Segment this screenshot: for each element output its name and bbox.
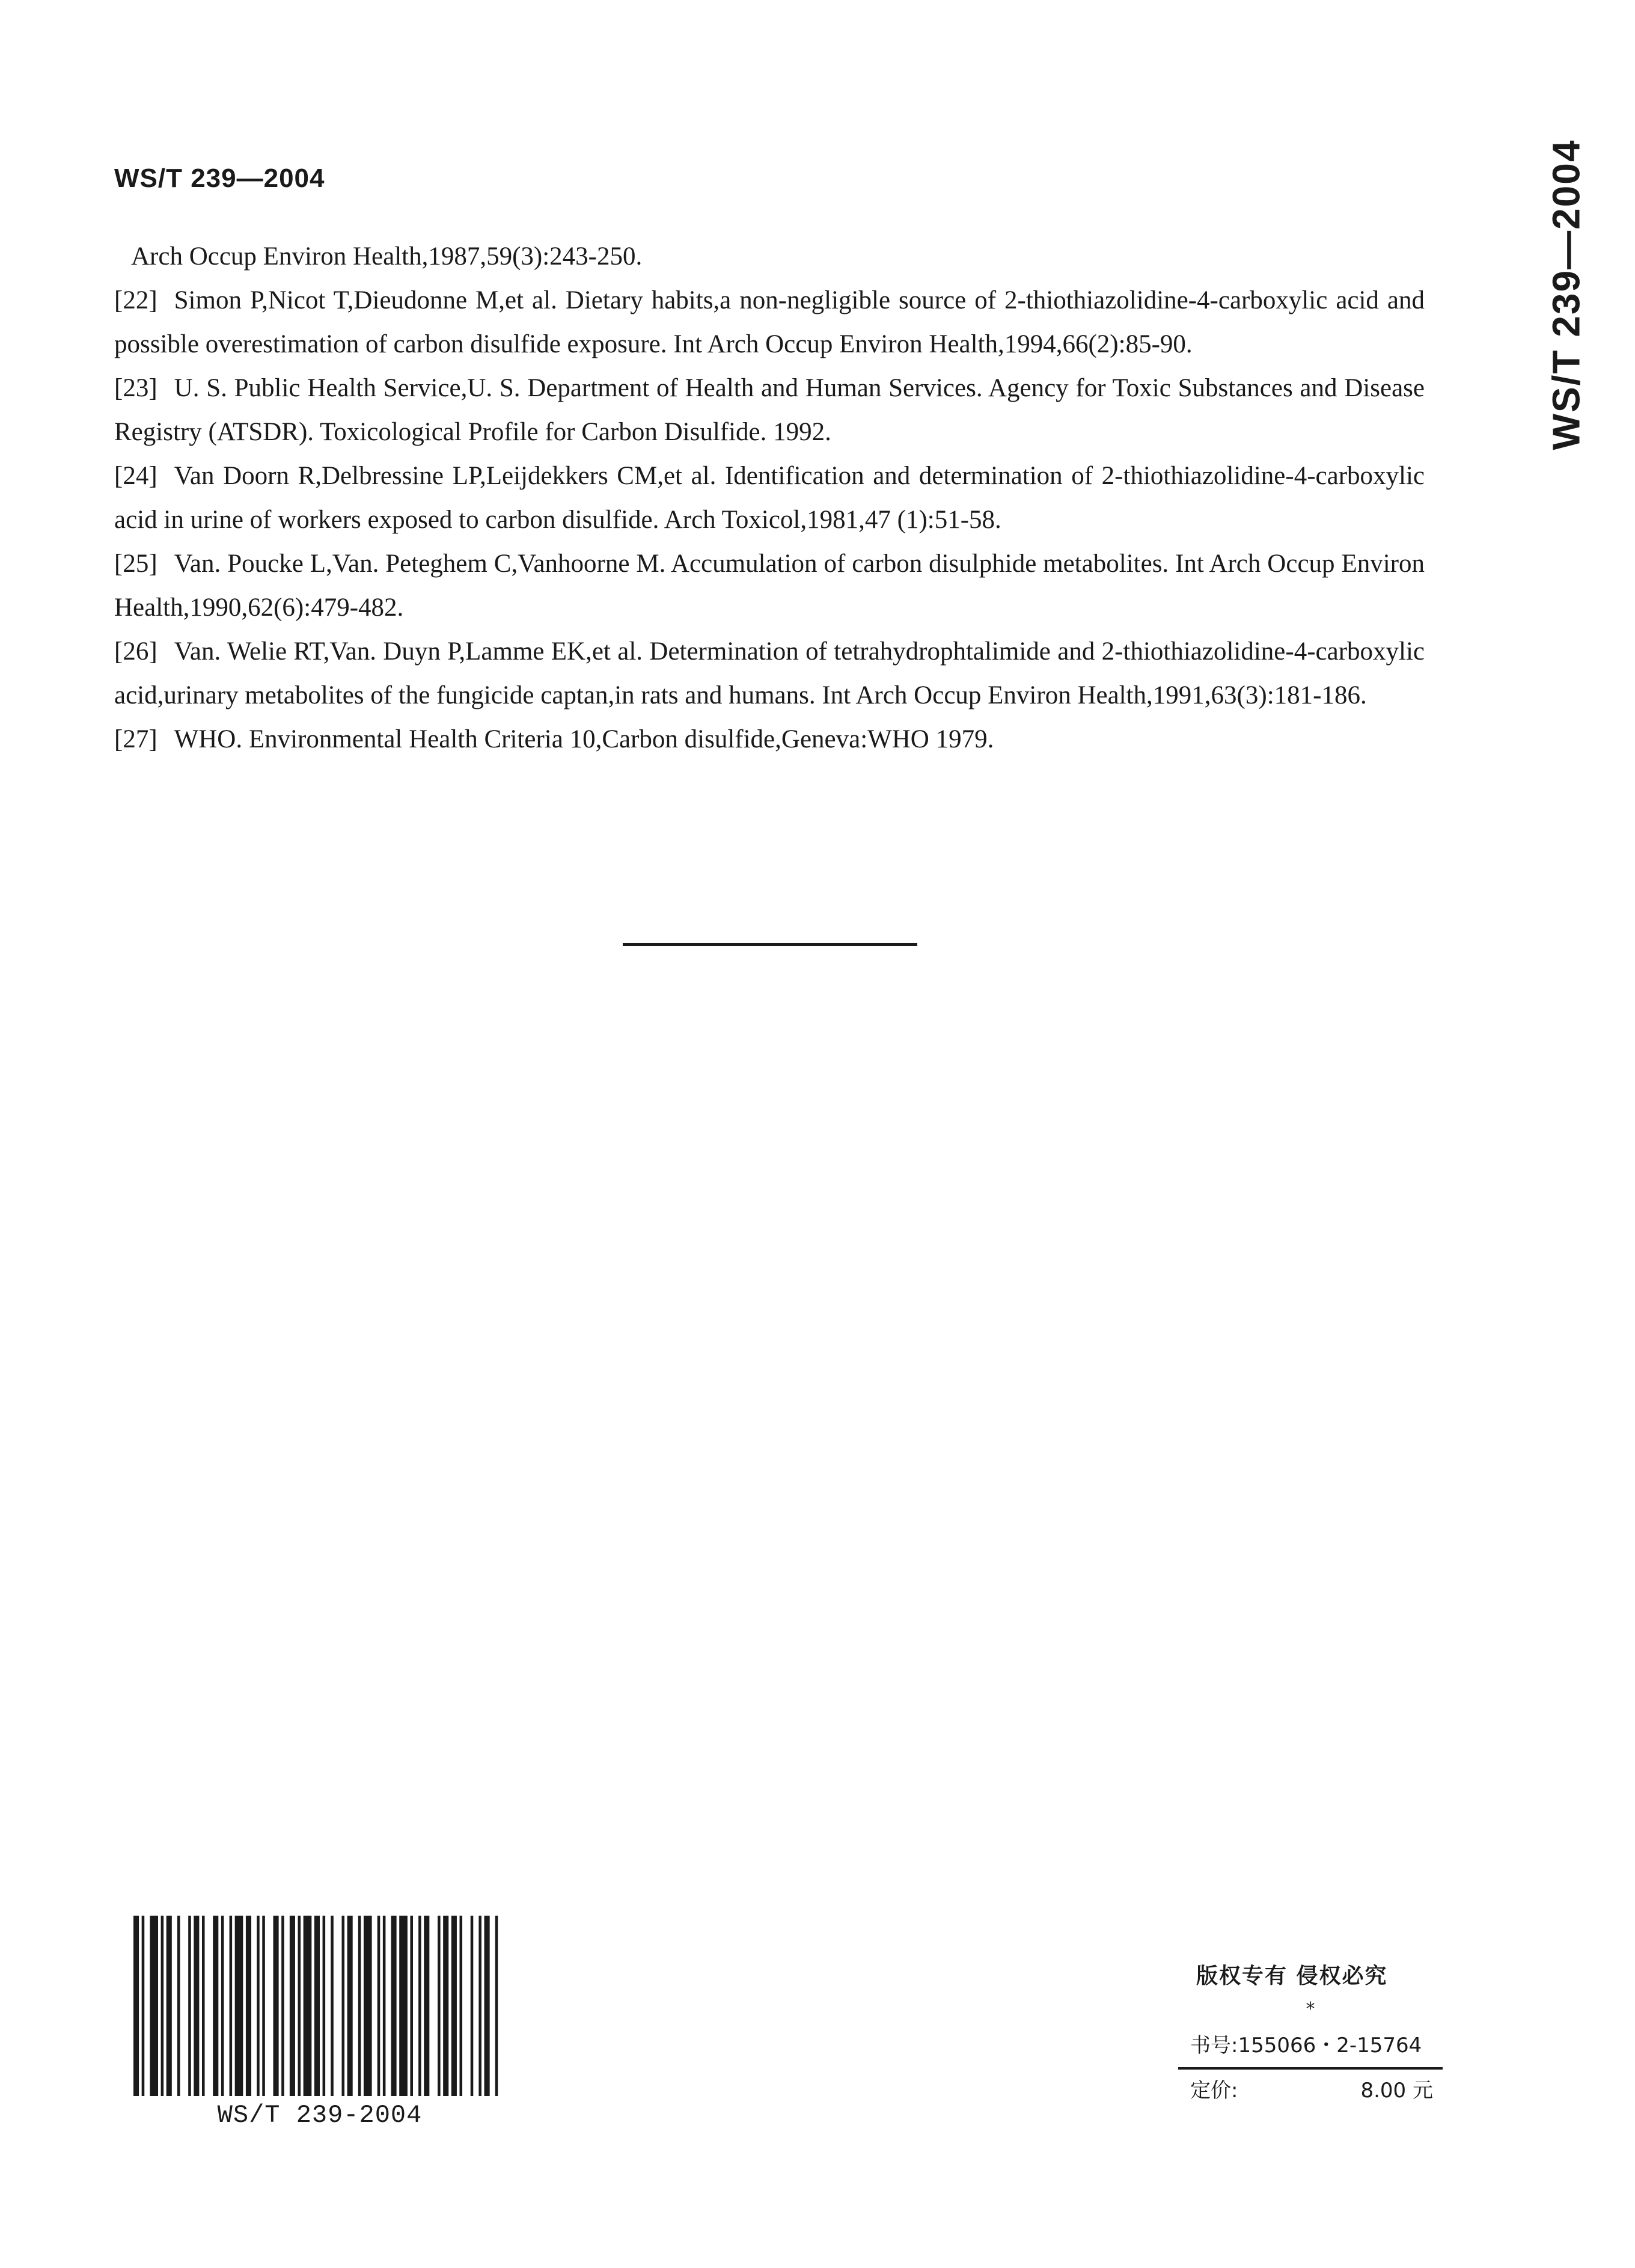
end-rule-divider <box>623 943 917 946</box>
reference-item <box>114 278 1425 366</box>
barcode-bar <box>418 1916 421 2096</box>
barcode-bar <box>246 1916 251 2096</box>
barcode-bar <box>347 1916 353 2096</box>
barcode-bar <box>194 1916 199 2096</box>
barcode-bar <box>281 1916 284 2096</box>
reference-text: Van Doorn R,Delbressine LP,Leijdekkers CM,et al. Identification and determination of 2-thiothiazolidine-4-carboxylic acid in urine of workers exposed to carbon disulfide. Arch Toxicol,1981,47 (1):51-58. <box>114 462 1425 534</box>
barcode-bar <box>424 1916 429 2096</box>
reference-number: [23] <box>114 374 157 402</box>
barcode-bar <box>383 1916 386 2096</box>
barcode-bar <box>167 1916 172 2096</box>
reference-item <box>114 366 1425 454</box>
reference-number: [24] <box>114 462 157 490</box>
reference-list <box>114 234 1425 761</box>
reference-item <box>114 234 1425 278</box>
barcode-bar <box>274 1916 279 2096</box>
side-standard-code <box>1533 139 1599 450</box>
barcode-bar <box>399 1916 408 2096</box>
price-label: 定价: <box>1190 2079 1238 2103</box>
reference-text: Van. Welie RT,Van. Duyn P,Lamme EK,et al. Determination of tetrahydrophtalimide and 2-thiothiazolidine-4-carboxylic acid,urinary metabolites of the fungicide captan,in rats and humans. Int Arch Occup Environ Health,1991,63(3):181-186. <box>114 637 1425 710</box>
barcode-bar <box>304 1916 312 2096</box>
barcode-bar <box>314 1916 320 2096</box>
star-mark: * <box>1306 1999 1315 2020</box>
barcode-bar <box>471 1916 474 2096</box>
barcode-bar <box>438 1916 441 2096</box>
barcode-bar <box>150 1916 158 2096</box>
barcode-bar <box>391 1916 397 2096</box>
barcode-bar <box>323 1916 326 2096</box>
barcode-bar <box>202 1916 205 2096</box>
barcode-bar <box>177 1916 180 2096</box>
barcode-bar <box>257 1916 260 2096</box>
barcode-bar <box>443 1916 448 2096</box>
barcode-bar <box>341 1916 344 2096</box>
barcode-bar <box>364 1916 372 2096</box>
copyright-notice: 版权专有 侵权必究 <box>1196 1964 1388 1988</box>
reference-item <box>114 717 1425 761</box>
barcode-bar <box>410 1916 413 2096</box>
barcode-bar <box>358 1916 361 2096</box>
side-standard-code-text: WS/T 239—2004 <box>1544 139 1588 450</box>
barcode-bar <box>451 1916 457 2096</box>
header-standard-code: WS/T 239—2004 <box>114 164 325 193</box>
barcode-bar <box>484 1916 490 2096</box>
barcode-bar <box>230 1916 233 2096</box>
barcode-bar <box>235 1916 243 2096</box>
barcode-graphic <box>133 1916 506 2096</box>
barcode-bar <box>213 1916 218 2096</box>
reference-item <box>114 542 1425 630</box>
barcode-bar <box>495 1916 498 2096</box>
barcode-bar <box>221 1916 224 2096</box>
reference-text: U. S. Public Health Service,U. S. Department of Health and Human Services. Agency for Toxic Substances and Disease Registry (ATSDR). Toxicological Profile for Carbon Disulfide. 1992. <box>114 374 1425 446</box>
reference-item <box>114 630 1425 717</box>
barcode-bar <box>133 1916 139 2096</box>
barcode-bar <box>290 1916 295 2096</box>
barcode-bar <box>188 1916 191 2096</box>
reference-number: [26] <box>114 637 157 666</box>
reference-number: [22] <box>114 286 157 314</box>
barcode-bar <box>331 1916 334 2096</box>
price-value: 8.00 元 <box>1360 2079 1433 2103</box>
barcode-bar <box>460 1916 463 2096</box>
barcode-bar <box>298 1916 301 2096</box>
barcode-bar <box>478 1916 481 2096</box>
colophon <box>1178 1961 1443 2112</box>
barcode-caption: WS/T 239-2004 <box>217 2101 423 2130</box>
reference-item <box>114 454 1425 542</box>
barcode-bar <box>161 1916 164 2096</box>
price-row <box>1178 2070 1443 2112</box>
barcode <box>133 1916 506 2130</box>
barcode-bar <box>142 1916 145 2096</box>
reference-number: [27] <box>114 725 157 753</box>
barcode-bar <box>262 1916 265 2096</box>
barcode-bar <box>377 1916 380 2096</box>
reference-text: Arch Occup Environ Health,1987,59(3):243-250. <box>131 242 643 271</box>
book-number: 书号:155066・2-15764 <box>1178 2027 1443 2070</box>
reference-number: [25] <box>114 550 157 578</box>
reference-text: WHO. Environmental Health Criteria 10,Carbon disulfide,Geneva:WHO 1979. <box>174 725 994 753</box>
reference-text: Van. Poucke L,Van. Peteghem C,Vanhoorne M. Accumulation of carbon disulphide metabolites. Int Arch Occup Environ Health,1990,62(6):479-482. <box>114 550 1425 622</box>
reference-text: Simon P,Nicot T,Dieudonne M,et al. Dietary habits,a non-negligible source of 2-thiothiazolidine-4-carboxylic acid and possible overestimation of carbon disulfide exposure. Int Arch Occup Environ Health,1994,66(2):85-90. <box>114 286 1425 358</box>
